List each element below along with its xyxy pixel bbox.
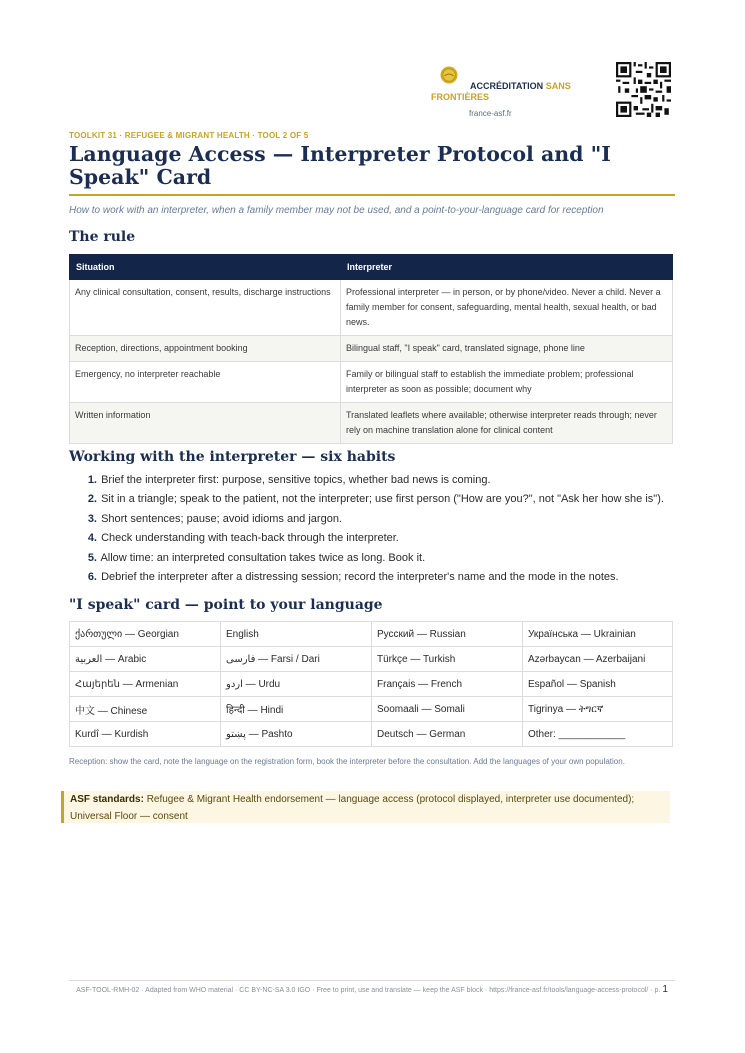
page-number: 1 <box>662 984 668 995</box>
standards-callout <box>61 791 670 823</box>
language-cell: Soomaali — Somali <box>372 697 523 722</box>
language-cell: Other: ____________ <box>523 722 673 747</box>
card-heading: "I speak" card — point to your language <box>69 597 383 613</box>
table-row <box>70 280 673 336</box>
table-header-row <box>70 255 673 280</box>
situation-cell: Any clinical consultation, consent, results, discharge instructions <box>70 280 341 336</box>
language-cell: Kurdî — Kurdish <box>70 722 221 747</box>
interpreter-cell: Professional interpreter — in person, or by phone/video. Never a child. Never a family member for consent, safeguarding, mental health, sexual health, or bad news. <box>341 280 673 336</box>
page-title: Language Access — Interpreter Protocol and "I Speak" Card <box>69 142 611 189</box>
list-item <box>69 493 664 512</box>
habits-list <box>69 474 664 590</box>
rule-heading: The rule <box>69 229 136 245</box>
table-row <box>70 647 673 672</box>
list-item <box>69 552 664 571</box>
language-cell: اردو — Urdu <box>221 672 372 697</box>
list-item <box>69 474 664 493</box>
table-row <box>70 697 673 722</box>
title-divider <box>69 194 675 196</box>
situation-cell: Emergency, no interpreter reachable <box>70 362 341 403</box>
brand-name <box>431 81 601 103</box>
language-cell: Türkçe — Turkish <box>372 647 523 672</box>
language-cell: English <box>221 622 372 647</box>
list-item <box>69 513 664 532</box>
language-cell: Azərbaycan — Azerbaijani <box>523 647 673 672</box>
language-card-table <box>69 621 673 747</box>
brand-name-part2: SANS FRONTIÈRES <box>431 81 571 102</box>
table-row <box>70 362 673 403</box>
interpreter-cell: Bilingual staff, "I speak" card, translated signage, phone line <box>341 336 673 362</box>
footer-divider <box>69 980 675 981</box>
list-number: 2. <box>87 493 97 506</box>
page-footer <box>69 983 675 997</box>
brand-name-part1: ACCRÉDITATION <box>470 81 544 91</box>
language-cell: हिन्दी — Hindi <box>221 697 372 722</box>
situation-cell: Written information <box>70 403 341 444</box>
language-cell: Հայերեն — Armenian <box>70 672 221 697</box>
language-cell: Français — French <box>372 672 523 697</box>
list-item <box>69 571 664 590</box>
list-text: Check understanding with teach-back through the interpreter. <box>101 532 399 545</box>
language-cell: Русский — Russian <box>372 622 523 647</box>
table-row <box>70 403 673 444</box>
column-header-interpreter: Interpreter <box>341 255 673 280</box>
standards-text: Refugee & Migrant Health endorsement — language access (protocol displayed, interpreter use documented); Universal Floor — consent <box>70 794 635 822</box>
language-cell: Deutsch — German <box>372 722 523 747</box>
language-cell: العربية — Arabic <box>70 647 221 672</box>
column-header-situation: Situation <box>70 255 341 280</box>
language-cell: 中文 — Chinese <box>70 697 221 722</box>
list-text: Allow time: an interpreted consultation takes twice as long. Book it. <box>100 551 426 564</box>
table-row <box>70 622 673 647</box>
language-cell: Українська — Ukrainian <box>523 622 673 647</box>
list-number: 4. <box>87 532 97 545</box>
toolkit-kicker: TOOLKIT 31 · REFUGEE & MIGRANT HEALTH · TOOL 2 OF 5 <box>69 131 309 140</box>
list-text: Sit in a triangle; speak to the patient, not the interpreter; use first person ("How are you?", not "Ask her how she is"). <box>101 493 664 506</box>
language-cell: فارسی — Farsi / Dari <box>221 647 372 672</box>
standards-label: ASF standards: <box>70 794 144 805</box>
interpreter-cell: Family or bilingual staff to establish the immediate problem; professional interpreter as soon as possible; document why <box>341 362 673 403</box>
list-number: 6. <box>87 570 97 583</box>
language-cell: ქართული — Georgian <box>70 622 221 647</box>
table-row <box>70 336 673 362</box>
language-cell: Español — Spanish <box>523 672 673 697</box>
table-row <box>70 672 673 697</box>
language-cell: پښتو — Pashto <box>221 722 372 747</box>
language-cell: Tigrinya — ትግርኛ <box>523 697 673 722</box>
page-subtitle: How to work with an interpreter, when a family member may not be used, and a point-to-your-language card for reception <box>69 205 604 216</box>
habits-heading: Working with the interpreter — six habits <box>69 449 396 465</box>
list-text: Debrief the interpreter after a distressing session; record the interpreter's name and the mode in the notes. <box>101 570 619 583</box>
footer-text: ASF-TOOL-RMH-02 · Adapted from WHO material · CC BY-NC-SA 3.0 IGO · Free to print, use and translate — keep the ASF block · https://france-asf.fr/tools/language-access-protocol/ · p. <box>76 987 661 994</box>
table-row <box>70 722 673 747</box>
qr-code-icon <box>616 62 671 117</box>
list-text: Brief the interpreter first: purpose, sensitive topics, whether bad news is coming. <box>101 474 491 486</box>
list-item <box>69 532 664 551</box>
brand-site: france-asf.fr <box>469 109 512 118</box>
list-number: 5. <box>87 551 97 564</box>
interpreter-cell: Translated leaflets where available; otherwise interpreter reads through; never rely on machine translation alone for clinical content <box>341 403 673 444</box>
list-number: 3. <box>87 512 97 525</box>
list-number: 1. <box>87 474 97 486</box>
reception-note: Reception: show the card, note the language on the registration form, book the interpreter before the consultation. Add the languages of your own population. <box>69 757 625 766</box>
rule-table <box>69 254 673 444</box>
list-text: Short sentences; pause; avoid idioms and jargon. <box>101 512 342 525</box>
situation-cell: Reception, directions, appointment booking <box>70 336 341 362</box>
